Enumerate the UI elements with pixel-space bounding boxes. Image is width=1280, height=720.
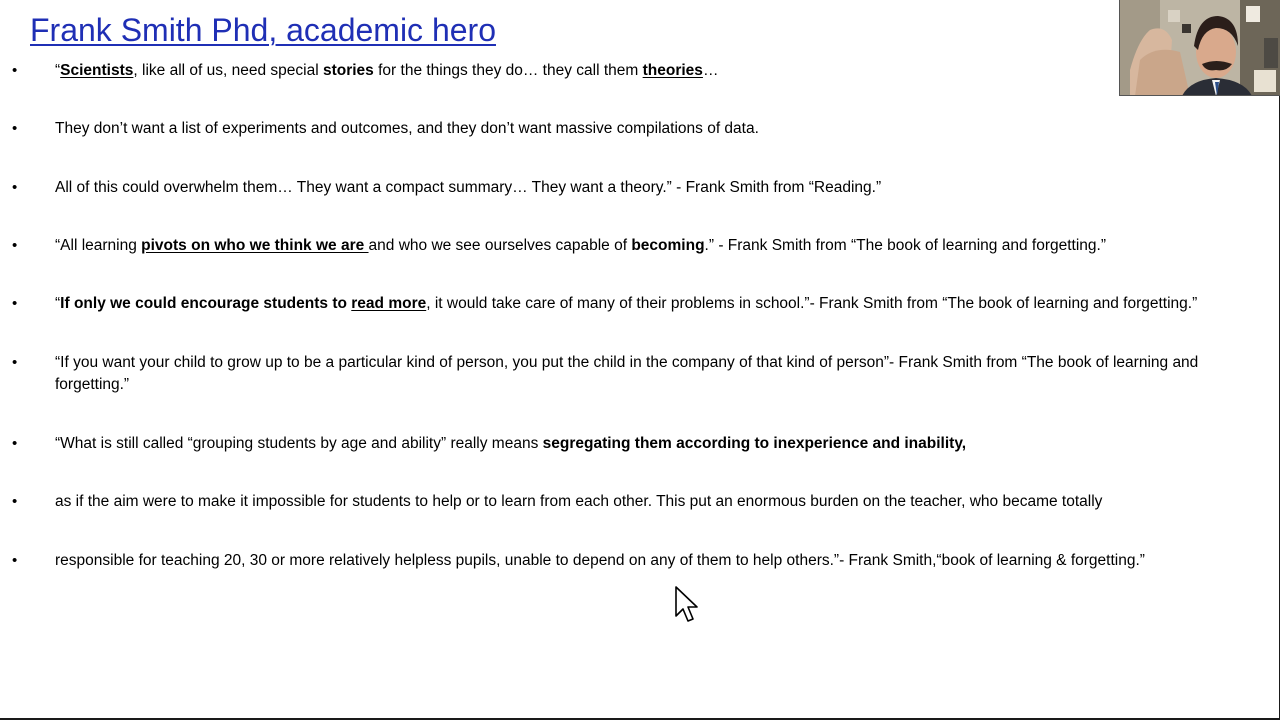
slide-title: Frank Smith Phd, academic hero [30, 12, 496, 48]
bullet-segment: … [702, 62, 719, 79]
mouse-pointer-icon [674, 585, 700, 625]
bullet-segment: read more [351, 295, 427, 312]
bullet-segment: “ [55, 62, 61, 79]
bullet-segment: , like all of us, need special [133, 62, 323, 79]
presenter-webcam-overlay [1119, 0, 1280, 96]
bullet-segment: Scientists [60, 62, 134, 79]
bullet-dot: • [12, 354, 18, 371]
bullet-dot: • [12, 179, 18, 196]
bullet-segment: They don’t want a list of experiments and outcomes, and they don’t want massive compilations of data. [55, 120, 759, 137]
bullet-text [55, 293, 1240, 315]
bullet-segment: “If you want your child to grow up to be a particular kind of person, you put the child in the company of that kind of person”- Frank Smith from “The book of learning and forgetting.” [55, 354, 1199, 393]
bullet-dot: • [12, 435, 18, 452]
bullet-segment: responsible for teaching 20, 30 or more relatively helpless pupils, unable to depend on any of them to help others.”- Frank Smith,“book of learning & forgetting.” [55, 552, 1145, 569]
bullet-segment: becoming [631, 237, 705, 254]
bullet-segment: stories [322, 62, 374, 79]
bullet-text [55, 550, 1240, 572]
presenter-webcam-image [1120, 0, 1280, 96]
bullet-dot: • [12, 493, 18, 510]
bullet-text [55, 352, 1240, 396]
bullet-text [55, 60, 1240, 82]
bullet-segment: and who we see ourselves capable of [368, 237, 632, 254]
bullet-segment: If only we could encourage students to [60, 295, 352, 312]
bullet-segment: theories [642, 62, 703, 79]
bullet-segment: , it would take care of many of their problems in school.”- Frank Smith from “The book of learning and forgetting.” [426, 295, 1198, 312]
bullet-segment: as if the aim were to make it impossible for students to help or to learn from each other. This put an enormous burden on the teacher, who became totally [55, 493, 1103, 510]
bullet-text [55, 118, 1240, 140]
bullet-segment: All of this could overwhelm them… They want a compact summary… They want a theory.” - Frank Smith from “Reading.” [55, 179, 882, 196]
bullet-text [55, 177, 1240, 199]
bullet-segment: for the things they do… they call them [373, 62, 643, 79]
bullet-segment: .” - Frank Smith from “The book of learning and forgetting.” [704, 237, 1106, 254]
bullet-segment: “All learning [55, 237, 142, 254]
bullet-dot: • [12, 552, 18, 569]
bullet-text [55, 491, 1240, 513]
bullet-dot: • [12, 62, 18, 79]
bullet-segment: “What is still called “grouping students by age and ability” really means [55, 435, 543, 452]
bullet-text [55, 235, 1240, 257]
bullet-dot: • [12, 295, 18, 312]
bullet-text [55, 433, 1240, 455]
bullet-segment: “ [55, 295, 61, 312]
bullet-segment: segregating them according to inexperience and inability, [542, 435, 967, 452]
bullet-dot: • [12, 237, 18, 254]
bullet-dot: • [12, 120, 18, 137]
bullet-segment: pivots on who we think we are [141, 237, 369, 254]
